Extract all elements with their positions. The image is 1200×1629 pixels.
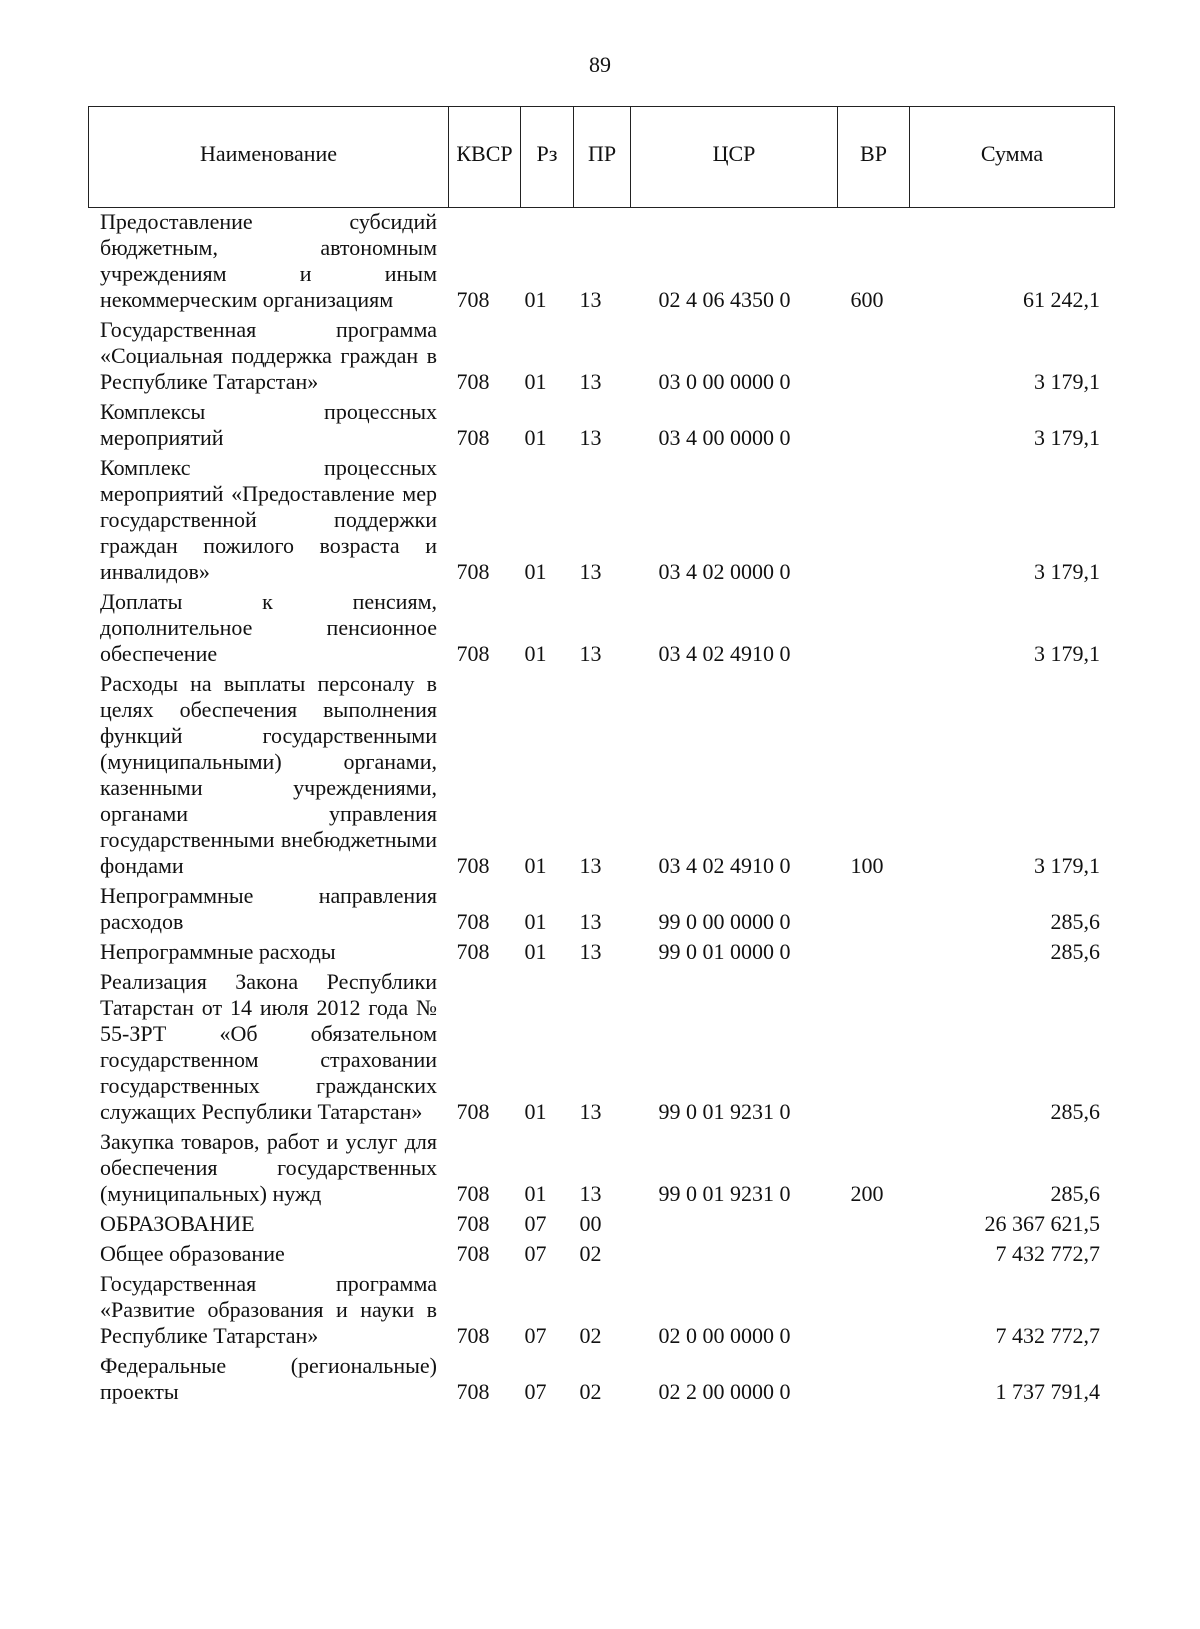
row-pr: 13 (579, 641, 602, 666)
row-sum: 1 737 791,4 (995, 1379, 1100, 1404)
row-pr: 13 (579, 287, 602, 312)
row-rz: 07 (524, 1379, 547, 1404)
row-csr: 03 4 02 0000 0 (658, 559, 791, 584)
row-csr: 03 4 02 4910 0 (658, 853, 791, 878)
row-kvsr: 708 (456, 1241, 490, 1266)
row-name: Комплекс процессных мероприятий «Предоставление мер государственной поддержки граждан пожилого возраста и инвалидов» (100, 455, 437, 584)
table-row (88, 1241, 1114, 1267)
row-rz: 01 (524, 1181, 547, 1206)
row-name: Доплаты к пенсиям, дополнительное пенсионное обеспечение (100, 589, 437, 666)
row-sum: 3 179,1 (1034, 559, 1100, 584)
row-kvsr: 708 (456, 559, 490, 584)
row-pr: 13 (579, 909, 602, 934)
row-name: Предоставление субсидий бюджетным, автономным учреждениям и иным некоммерческим организациям (100, 209, 437, 312)
table-row (88, 1271, 1114, 1349)
row-csr: 03 4 00 0000 0 (658, 425, 791, 450)
row-kvsr: 708 (456, 939, 490, 964)
row-rz: 01 (524, 1099, 547, 1124)
header-vr: ВР (838, 107, 910, 208)
row-rz: 01 (524, 939, 547, 964)
table-row (88, 399, 1114, 451)
row-rz: 01 (524, 559, 547, 584)
row-csr: 99 0 01 9231 0 (658, 1181, 791, 1206)
table-row (88, 455, 1114, 585)
row-csr: 03 0 00 0000 0 (658, 369, 791, 394)
row-pr: 13 (579, 853, 602, 878)
row-kvsr: 708 (456, 1181, 490, 1206)
row-rz: 01 (524, 369, 547, 394)
table-row (88, 1353, 1114, 1405)
header-csr: ЦСР (631, 107, 838, 208)
header-name: Наименование (89, 107, 449, 208)
row-sum: 7 432 772,7 (995, 1241, 1100, 1266)
row-kvsr: 708 (456, 853, 490, 878)
row-name: Непрограммные направления расходов (100, 883, 437, 934)
row-csr: 02 0 00 0000 0 (658, 1323, 791, 1348)
row-vr: 600 (850, 287, 884, 312)
row-sum: 26 367 621,5 (984, 1211, 1100, 1236)
row-kvsr: 708 (456, 1323, 490, 1348)
row-sum: 3 179,1 (1034, 369, 1100, 394)
row-rz: 07 (524, 1211, 547, 1236)
row-name: ОБРАЗОВАНИЕ (100, 1211, 255, 1236)
row-name: Комплексы процессных мероприятий (100, 399, 437, 450)
row-sum: 285,6 (1050, 1181, 1100, 1206)
row-name: Государственная программа «Развитие образования и науки в Республике Татарстан» (100, 1271, 437, 1348)
row-pr: 13 (579, 425, 602, 450)
row-pr: 02 (579, 1379, 602, 1404)
table-row (88, 939, 1114, 965)
row-sum: 3 179,1 (1034, 853, 1100, 878)
table-row (88, 671, 1114, 879)
table-row (88, 1211, 1114, 1237)
header-kvsr: КВСР (449, 107, 521, 208)
row-kvsr: 708 (456, 287, 490, 312)
row-csr: 99 0 01 0000 0 (658, 939, 791, 964)
row-rz: 01 (524, 287, 547, 312)
row-rz: 01 (524, 425, 547, 450)
row-kvsr: 708 (456, 1099, 490, 1124)
row-name: Непрограммные расходы (100, 939, 336, 964)
row-name: Реализация Закона Республики Татарстан от 14 июля 2012 года № 55-ЗРТ «Об обязательном государственном страховании государственных гражданских служащих Республики Татарстан» (100, 969, 437, 1124)
row-vr: 100 (850, 853, 884, 878)
table-row (88, 317, 1114, 395)
row-csr: 99 0 01 9231 0 (658, 1099, 791, 1124)
row-sum: 3 179,1 (1034, 425, 1100, 450)
row-csr: 02 4 06 4350 0 (658, 287, 791, 312)
row-pr: 13 (579, 1181, 602, 1206)
row-pr: 02 (579, 1241, 602, 1266)
row-sum: 61 242,1 (1023, 287, 1100, 312)
row-name: Расходы на выплаты персоналу в целях обеспечения выполнения функций государственными (муниципальными) органами, казенными учреждениями, органами управления государственными внебюджетными фондами (100, 671, 437, 878)
row-kvsr: 708 (456, 1379, 490, 1404)
header-rz: Рз (521, 107, 574, 208)
row-pr: 13 (579, 1099, 602, 1124)
row-pr: 13 (579, 369, 602, 394)
row-name: Закупка товаров, работ и услуг для обеспечения государственных (муниципальных) нужд (100, 1129, 437, 1206)
row-sum: 285,6 (1050, 939, 1100, 964)
row-name: Общее образование (100, 1241, 285, 1266)
row-pr: 13 (579, 939, 602, 964)
row-sum: 285,6 (1050, 1099, 1100, 1124)
table-row (88, 1129, 1114, 1207)
table-row (88, 883, 1114, 935)
row-csr: 02 2 00 0000 0 (658, 1379, 791, 1404)
row-rz: 01 (524, 853, 547, 878)
row-pr: 13 (579, 559, 602, 584)
row-kvsr: 708 (456, 369, 490, 394)
row-name: Федеральные (региональные) проекты (100, 1353, 437, 1404)
table-body (88, 209, 1114, 1405)
table-row (88, 209, 1114, 313)
table-header (88, 106, 1115, 208)
row-rz: 01 (524, 909, 547, 934)
row-rz: 01 (524, 641, 547, 666)
row-sum: 3 179,1 (1034, 641, 1100, 666)
row-name: Государственная программа «Социальная поддержка граждан в Республике Татарстан» (100, 317, 437, 394)
row-csr: 03 4 02 4910 0 (658, 641, 791, 666)
row-rz: 07 (524, 1241, 547, 1266)
header-pr: ПР (574, 107, 631, 208)
page-number: 89 (589, 52, 611, 77)
row-kvsr: 708 (456, 1211, 490, 1236)
row-kvsr: 708 (456, 641, 490, 666)
table-row (88, 969, 1114, 1125)
table-row (88, 589, 1114, 667)
row-pr: 00 (579, 1211, 602, 1236)
row-rz: 07 (524, 1323, 547, 1348)
row-sum: 7 432 772,7 (995, 1323, 1100, 1348)
row-pr: 02 (579, 1323, 602, 1348)
row-csr: 99 0 00 0000 0 (658, 909, 791, 934)
row-sum: 285,6 (1050, 909, 1100, 934)
row-kvsr: 708 (456, 909, 490, 934)
header-sum: Сумма (910, 107, 1115, 208)
row-vr: 200 (850, 1181, 884, 1206)
row-kvsr: 708 (456, 425, 490, 450)
